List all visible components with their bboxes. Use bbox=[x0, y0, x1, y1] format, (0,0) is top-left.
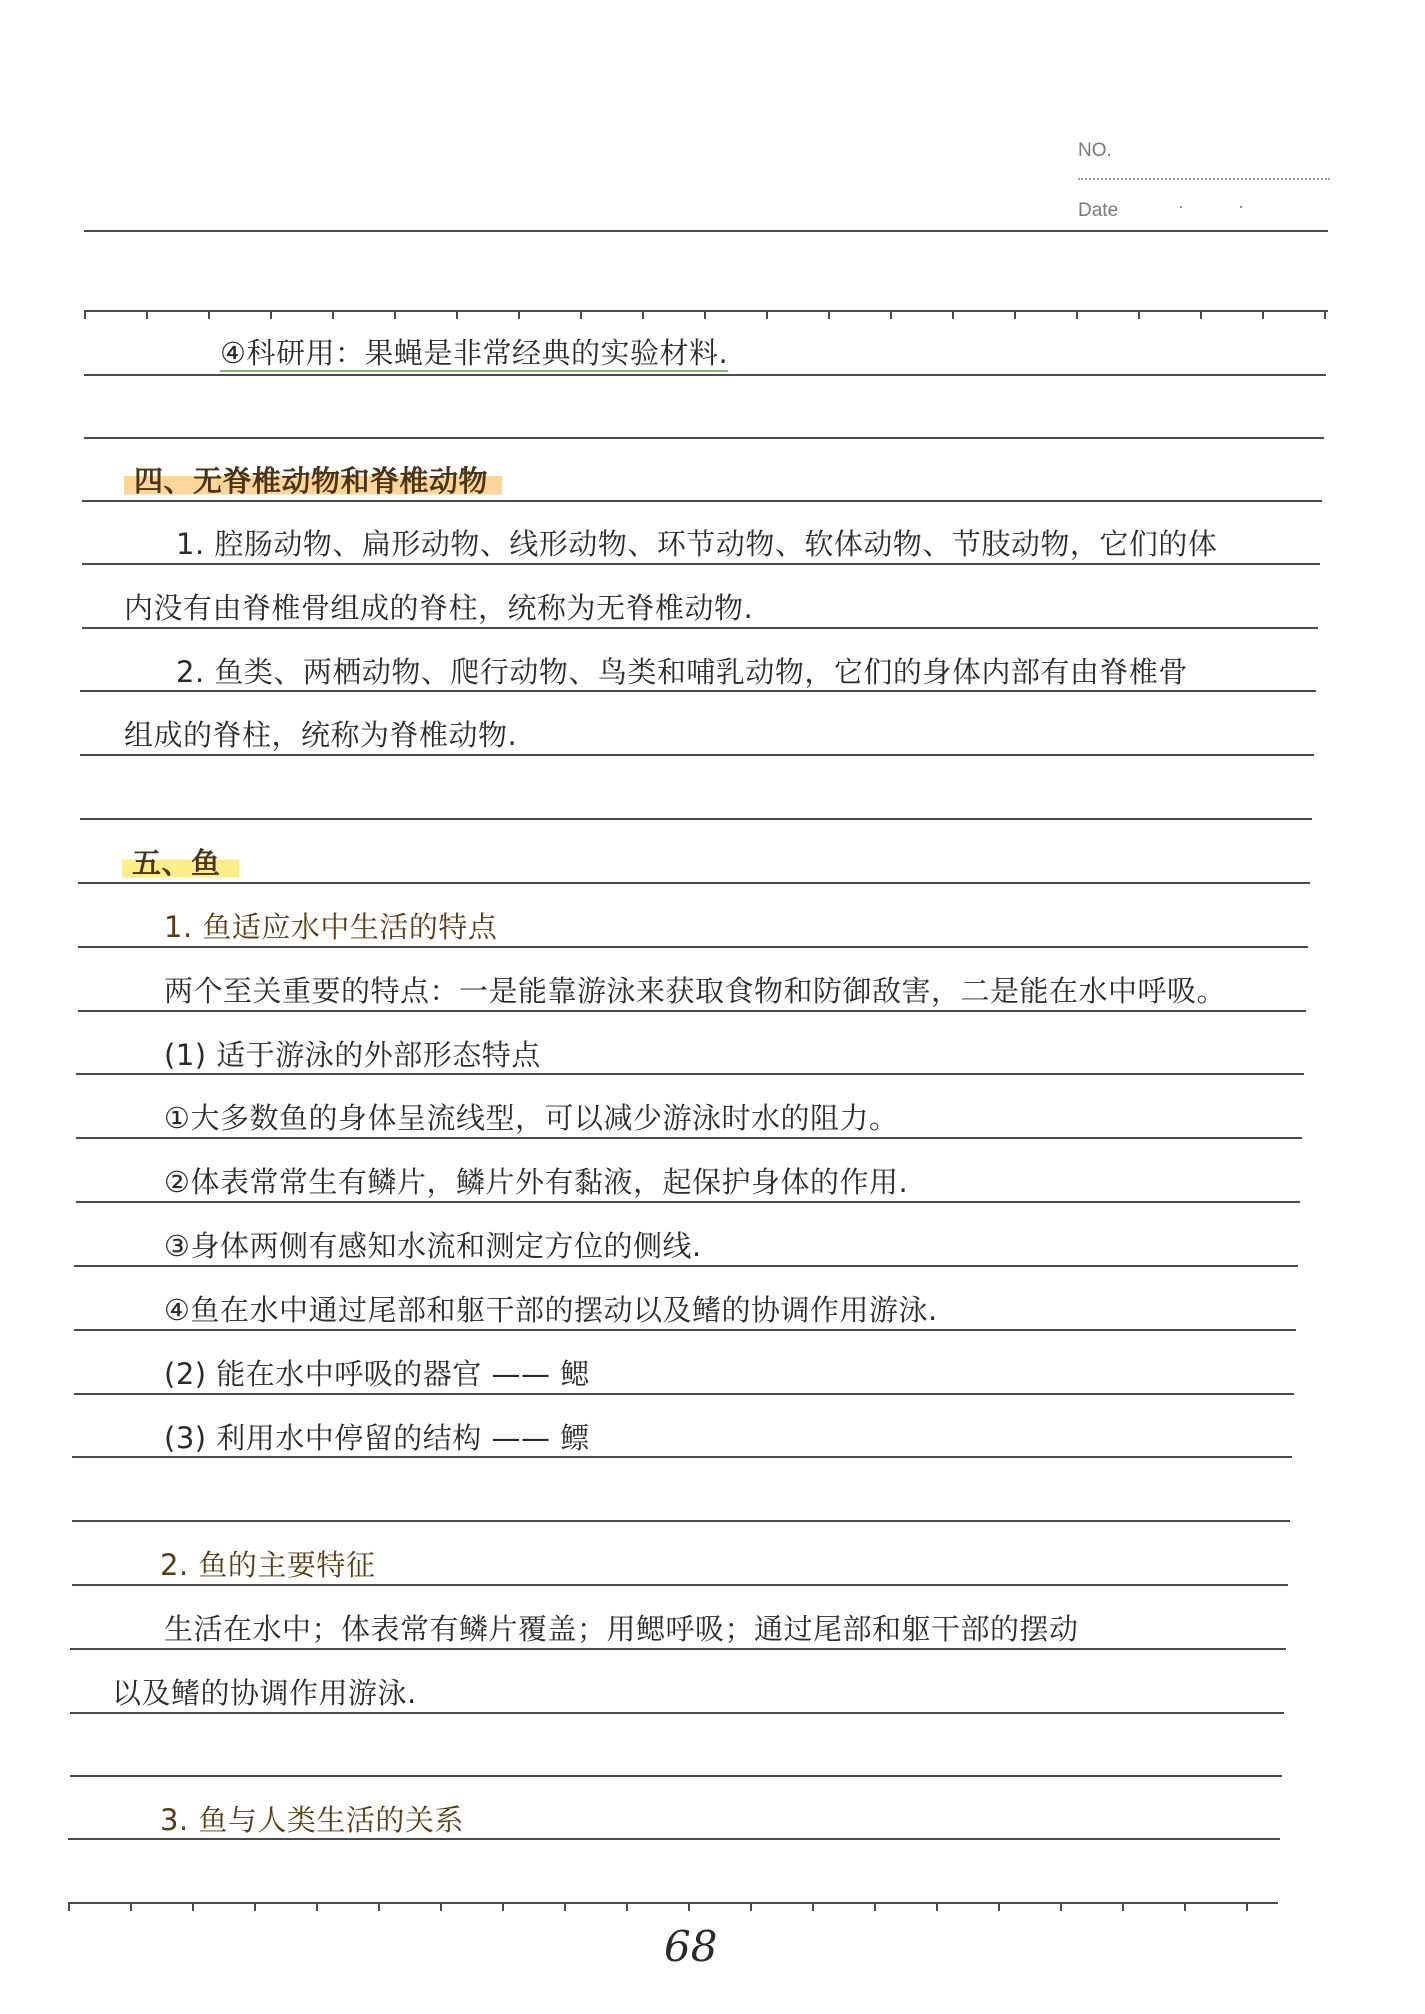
ruler-tick bbox=[502, 1902, 504, 1911]
ruler-tick bbox=[1200, 310, 1202, 319]
sub-heading-1: 1. 鱼适应水中生活的特点 bbox=[164, 910, 498, 944]
rule-line bbox=[80, 754, 1314, 756]
ruler-tick bbox=[68, 1902, 70, 1911]
ruler-tick bbox=[1324, 310, 1326, 319]
text-line: 内没有由脊椎骨组成的脊柱，统称为无脊椎动物. bbox=[124, 591, 754, 625]
section-heading-4 bbox=[124, 464, 502, 498]
date-separator-2: · bbox=[1238, 196, 1244, 216]
ruler-tick bbox=[626, 1902, 628, 1911]
line-07: 五、鱼 bbox=[122, 846, 239, 880]
text-line: ①大多数鱼的身体呈流线型，可以减少游泳时水的阻力。 bbox=[164, 1101, 899, 1135]
ruler-tick bbox=[192, 1902, 194, 1911]
ruler-tick bbox=[440, 1902, 442, 1911]
ruler-tick bbox=[642, 310, 644, 319]
rule-line bbox=[84, 230, 1328, 232]
ruler-tick bbox=[874, 1902, 876, 1911]
rule-line bbox=[78, 882, 1310, 884]
ruler-tick bbox=[564, 1902, 566, 1911]
line-02: 四、无脊椎动物和脊椎动物 bbox=[124, 464, 502, 498]
rule-line bbox=[84, 437, 1324, 439]
rule-line bbox=[68, 1838, 1280, 1840]
ruler-tick bbox=[84, 310, 86, 319]
date-label: Date bbox=[1078, 200, 1119, 221]
section-heading-5 bbox=[122, 846, 239, 880]
rule-line bbox=[70, 1712, 1284, 1714]
ruler-tick bbox=[1060, 1902, 1062, 1911]
ruler-tick bbox=[146, 310, 148, 319]
rule-line bbox=[80, 690, 1316, 692]
ruler-tick bbox=[378, 1902, 380, 1911]
date-separator-1: · bbox=[1178, 196, 1184, 216]
ruler-tick bbox=[316, 1902, 318, 1911]
text-line: 以及鳍的协调作用游泳. bbox=[112, 1676, 417, 1710]
sub-heading-3: 3. 鱼与人类生活的关系 bbox=[160, 1803, 464, 1837]
rule-line bbox=[72, 1584, 1288, 1586]
ruler-tick bbox=[1122, 1902, 1124, 1911]
ruler-tick bbox=[394, 310, 396, 319]
ruler-tick bbox=[580, 310, 582, 319]
ruler-tick bbox=[704, 310, 706, 319]
text-line: ④鱼在水中通过尾部和躯干部的摆动以及鳍的协调作用游泳. bbox=[164, 1293, 938, 1327]
ruler-tick bbox=[1014, 310, 1016, 319]
ruler-tick bbox=[208, 310, 210, 319]
text-line: 1. 腔肠动物、扁形动物、线形动物、环节动物、软体动物、节肢动物，它们的体 bbox=[176, 527, 1218, 561]
text-line: 生活在水中；体表常有鳞片覆盖；用鳃呼吸；通过尾部和躯干部的摆动 bbox=[164, 1612, 1079, 1646]
ruler-tick bbox=[1262, 310, 1264, 319]
rule-line bbox=[70, 1648, 1286, 1650]
rule-line bbox=[82, 563, 1320, 565]
rule-line bbox=[82, 500, 1322, 502]
text-line bbox=[220, 336, 728, 370]
text-line: (3) 利用水中停留的结构 —— 鳔 bbox=[164, 1421, 590, 1455]
rule-line bbox=[72, 1456, 1292, 1458]
ruler-tick bbox=[456, 310, 458, 319]
ruler-tick bbox=[750, 1902, 752, 1911]
dotted-separator bbox=[1078, 178, 1330, 180]
no-label: NO. bbox=[1078, 140, 1112, 161]
ruler-tick bbox=[1184, 1902, 1186, 1911]
ruler-tick bbox=[952, 310, 954, 319]
text-line: 两个至关重要的特点：一是能靠游泳来获取食物和防御敌害，二是能在水中呼吸。 bbox=[164, 974, 1227, 1008]
sub-heading-2: 2. 鱼的主要特征 bbox=[160, 1548, 376, 1582]
text-line: ③身体两侧有感知水流和测定方位的侧线. bbox=[164, 1229, 702, 1263]
rule-line bbox=[74, 1393, 1294, 1395]
rule-line bbox=[72, 1520, 1290, 1522]
text-line: 组成的脊柱，统称为脊椎动物. bbox=[124, 718, 518, 752]
ruler-tick bbox=[766, 310, 768, 319]
page-number: 68 bbox=[664, 1922, 718, 1971]
rule-line bbox=[74, 1329, 1296, 1331]
rule-line bbox=[80, 818, 1312, 820]
rule-line bbox=[76, 1201, 1300, 1203]
rule-line bbox=[78, 1010, 1306, 1012]
ruler-tick bbox=[998, 1902, 1000, 1911]
ruler-tick bbox=[270, 310, 272, 319]
rule-line bbox=[70, 1775, 1282, 1777]
text-line: 2. 鱼类、两栖动物、爬行动物、鸟类和哺乳动物，它们的身体内部有由脊椎骨 bbox=[176, 655, 1188, 689]
ruler-tick bbox=[518, 310, 520, 319]
ruler-tick bbox=[890, 310, 892, 319]
ruler-tick bbox=[254, 1902, 256, 1911]
ruler-tick bbox=[936, 1902, 938, 1911]
rule-line bbox=[76, 1073, 1304, 1075]
text-line: (1) 适于游泳的外部形态特点 bbox=[164, 1038, 541, 1072]
ruler-tick bbox=[130, 1902, 132, 1911]
ruler-tick bbox=[1138, 310, 1140, 319]
rule-line bbox=[76, 1137, 1302, 1139]
tick-row-top bbox=[84, 310, 1328, 320]
ruler-tick bbox=[812, 1902, 814, 1911]
ruler-tick bbox=[828, 310, 830, 319]
ruler-tick bbox=[1076, 310, 1078, 319]
rule-line bbox=[84, 374, 1326, 376]
line-01: ④科研用：果蝇是非常经典的实验材料. bbox=[220, 336, 729, 370]
text-line: (2) 能在水中呼吸的器官 —— 鳃 bbox=[164, 1357, 590, 1391]
rule-line bbox=[74, 1265, 1298, 1267]
ruler-tick bbox=[688, 1902, 690, 1911]
ruler-tick bbox=[332, 310, 334, 319]
rule-line bbox=[78, 946, 1308, 948]
tick-row-bottom bbox=[68, 1902, 1278, 1912]
ruler-tick bbox=[1246, 1902, 1248, 1911]
rule-line bbox=[82, 627, 1318, 629]
text-line: ②体表常常生有鳞片，鳞片外有黏液，起保护身体的作用. bbox=[164, 1165, 909, 1199]
